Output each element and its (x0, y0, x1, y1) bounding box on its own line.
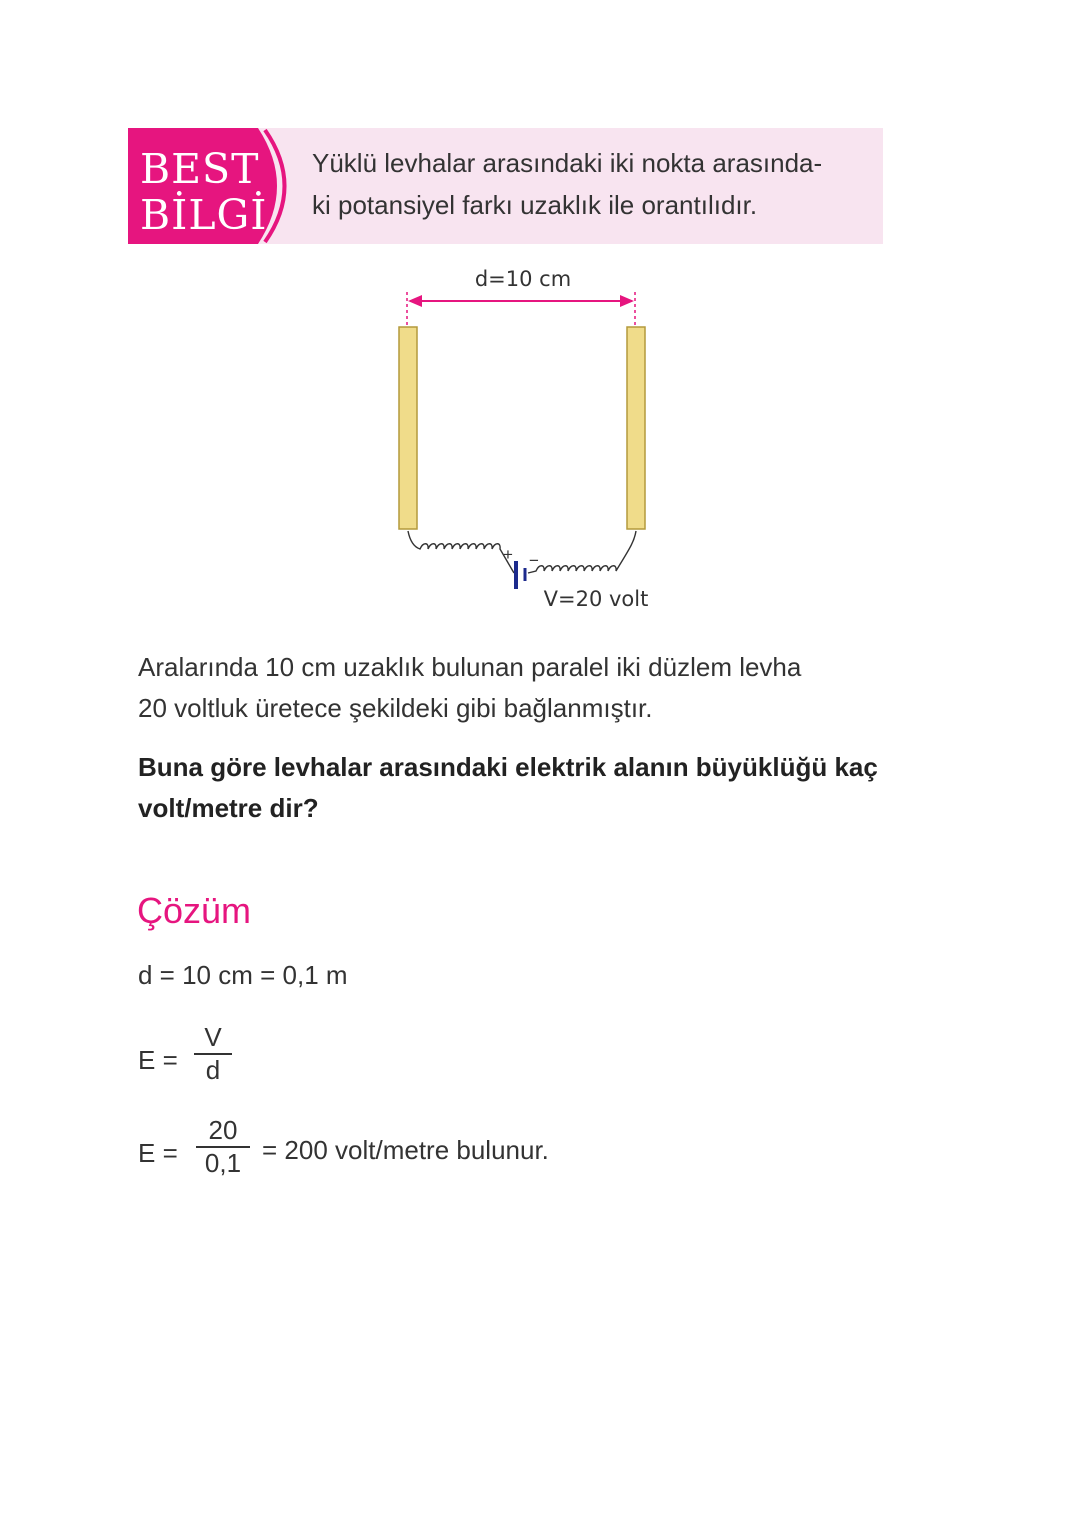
coil-wire-left (408, 531, 514, 573)
fraction-20-over-0-1 (196, 1115, 250, 1179)
fraction-denominator-d: d (205, 1055, 221, 1085)
problem-statement (138, 647, 931, 729)
battery-minus-sign: − (529, 551, 539, 570)
plate-right (627, 327, 645, 529)
problem-line-1: Aralarında 10 cm uzaklık bulunan paralel iki düzlem levha (138, 652, 802, 682)
fraction-numerator-v: V (204, 1022, 222, 1052)
voltage-label: V=20 volt (543, 587, 649, 611)
equation-result-rhs: = 200 volt/metre bulunur. (262, 1135, 549, 1165)
badge-line-2: BİLGİ (140, 191, 268, 239)
fraction-denominator-0-1: 0,1 (204, 1148, 242, 1178)
badge-line-1: BEST (140, 145, 260, 193)
coil-wire-right (528, 531, 636, 573)
question-line-1: Buna göre levhalar arasındaki elektrik alanın büyüklüğü kaç (138, 752, 878, 782)
badge-text (140, 146, 280, 238)
fraction-v-over-d (194, 1022, 232, 1086)
equation-result-lhs: E = (138, 1138, 178, 1168)
fraction-numerator-20: 20 (208, 1115, 238, 1145)
question-line-2: volt/metre dir? (138, 793, 319, 823)
info-text (312, 142, 872, 226)
arrow-head-left (408, 295, 422, 307)
battery-plus-sign: + (503, 545, 513, 564)
info-text-line-2: ki potansiyel farkı uzaklık ile orantılıdır. (312, 190, 758, 220)
equation-field-lhs: E = (138, 1045, 178, 1075)
equation-distance: d = 10 cm = 0,1 m (138, 960, 348, 990)
plate-left (399, 327, 417, 529)
capacitor-diagram (380, 255, 680, 625)
distance-label: d=10 cm (474, 267, 572, 291)
info-text-line-1: Yüklü levhalar arasındaki iki nokta arasında- (312, 148, 823, 178)
problem-line-2: 20 voltluk üretece şekildeki gibi bağlanmıştır. (138, 693, 653, 723)
info-box (128, 128, 883, 244)
solution-title: Çözüm (137, 890, 252, 931)
problem-question (138, 747, 931, 829)
arrow-head-right (620, 295, 634, 307)
